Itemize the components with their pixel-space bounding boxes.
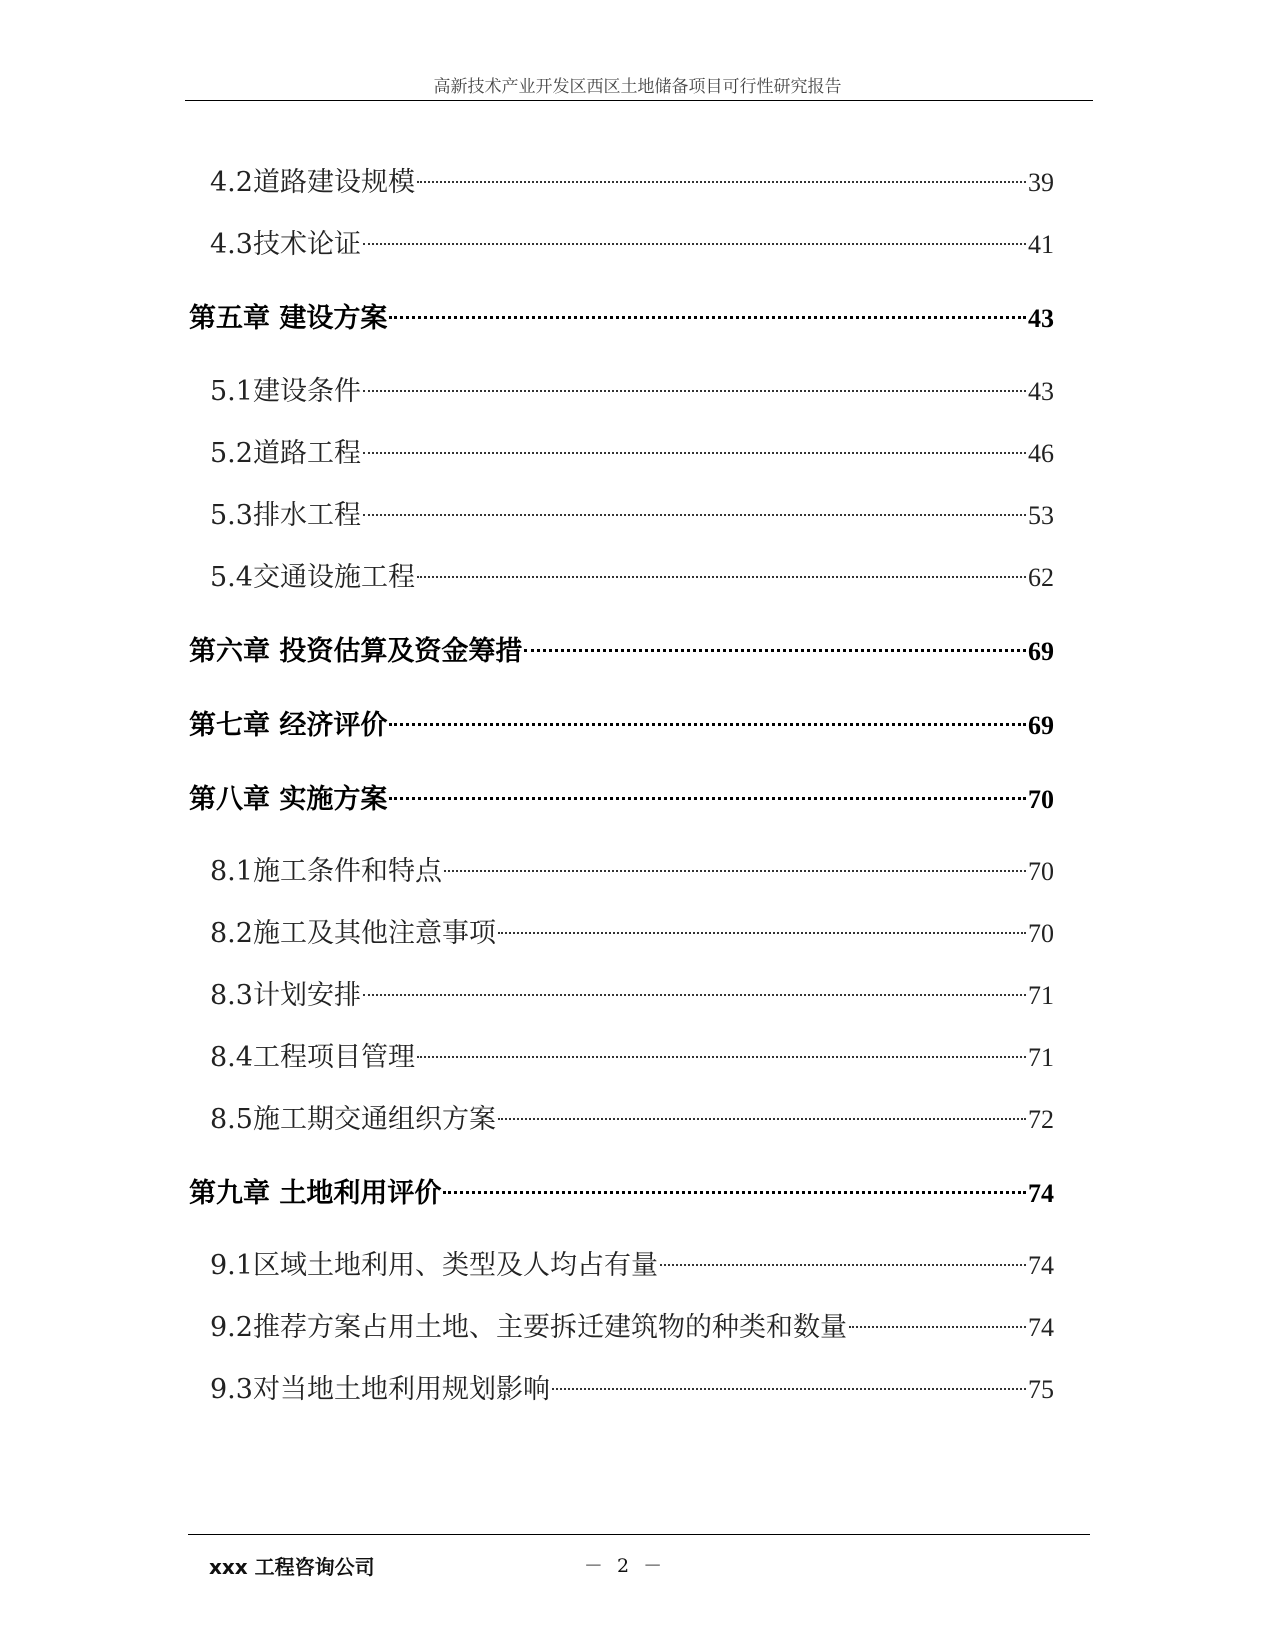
toc-entry-title: 第六章 投资估算及资金筹措	[189, 636, 523, 667]
toc-section-entry[interactable]	[210, 555, 1054, 594]
footer-rule	[188, 1534, 1090, 1535]
toc-section-entry[interactable]	[210, 222, 1054, 261]
toc-dot-leader	[417, 576, 1026, 578]
toc-chapter-entry[interactable]	[189, 1171, 1054, 1210]
toc-section-entry[interactable]	[210, 849, 1054, 888]
toc-entry-title: 4.3技术论证	[210, 229, 361, 260]
toc-dot-leader	[660, 1264, 1026, 1266]
toc-entry-title: 5.4交通设施工程	[210, 562, 415, 593]
toc-dot-leader	[417, 181, 1026, 183]
toc-entry-title: 8.4工程项目管理	[210, 1042, 415, 1073]
toc-section-entry[interactable]	[210, 1035, 1054, 1074]
toc-section-entry[interactable]	[210, 973, 1054, 1012]
toc-entry-page: 46	[1028, 439, 1054, 468]
toc-section-entry[interactable]	[210, 911, 1054, 950]
toc-dot-leader	[363, 390, 1026, 392]
toc-entry-title: 第五章 建设方案	[189, 303, 388, 334]
toc-entry-page: 39	[1028, 168, 1054, 197]
toc-chapter-entry[interactable]	[189, 703, 1054, 742]
toc-entry-title: 8.5施工期交通组织方案	[210, 1104, 496, 1135]
toc-entry-title: 9.3对当地土地利用规划影响	[210, 1374, 550, 1405]
toc-section-entry[interactable]	[210, 1305, 1054, 1344]
footer-page-number: － 2 －	[583, 1555, 667, 1577]
toc-section-entry[interactable]	[210, 160, 1054, 199]
toc-chapter-entry[interactable]	[189, 777, 1054, 816]
toc-entry-title: 第八章 实施方案	[189, 784, 388, 815]
toc-dot-leader	[849, 1326, 1026, 1328]
toc-entry-page: 74	[1028, 1313, 1054, 1342]
toc-entry-page: 70	[1028, 919, 1054, 948]
toc-entry-title: 8.1施工条件和特点	[210, 856, 442, 887]
toc-dot-leader	[363, 994, 1026, 996]
toc-entry-page: 43	[1028, 304, 1054, 333]
toc-entry-title: 5.2道路工程	[210, 438, 361, 469]
toc-entry-page: 71	[1028, 1043, 1054, 1072]
toc-section-entry[interactable]	[210, 493, 1054, 532]
toc-dot-leader	[363, 243, 1026, 245]
toc-entry-page: 43	[1028, 377, 1054, 406]
toc-entry-page: 74	[1028, 1251, 1054, 1280]
toc-entry-title: 8.2施工及其他注意事项	[210, 918, 496, 949]
toc-dot-leader	[498, 932, 1026, 934]
toc-entry-title: 5.1建设条件	[210, 376, 361, 407]
toc-dot-leader	[389, 797, 1026, 800]
toc-entry-page: 62	[1028, 563, 1054, 592]
toc-dot-leader	[443, 1191, 1026, 1194]
toc-entry-title: 4.2道路建设规模	[210, 167, 415, 198]
toc-section-entry[interactable]	[210, 1367, 1054, 1406]
toc-entry-title: 5.3排水工程	[210, 500, 361, 531]
toc-entry-page: 71	[1028, 981, 1054, 1010]
footer-company: xxx 工程咨询公司	[209, 1555, 375, 1579]
toc-entry-page: 75	[1028, 1375, 1054, 1404]
toc-dot-leader	[389, 723, 1026, 726]
toc-dot-leader	[417, 1056, 1026, 1058]
toc-entry-page: 69	[1028, 637, 1054, 666]
toc-entry-page: 41	[1028, 230, 1054, 259]
toc-entry-title: 9.1区域土地利用、类型及人均占有量	[210, 1250, 658, 1281]
toc-dot-leader	[524, 649, 1026, 652]
toc-section-entry[interactable]	[210, 1097, 1054, 1136]
toc-entry-page: 53	[1028, 501, 1054, 530]
toc-section-entry[interactable]	[210, 1243, 1054, 1282]
toc-entry-title: 第九章 土地利用评价	[189, 1178, 442, 1209]
toc-dot-leader	[389, 316, 1026, 319]
toc-dot-leader	[498, 1118, 1026, 1120]
toc-chapter-entry[interactable]	[189, 629, 1054, 668]
toc-dot-leader	[444, 870, 1026, 872]
toc-entry-page: 70	[1028, 857, 1054, 886]
header-rule	[185, 100, 1093, 101]
toc-dot-leader	[363, 452, 1026, 454]
toc-entry-page: 70	[1028, 785, 1054, 814]
toc-section-entry[interactable]	[210, 369, 1054, 408]
header-title: 高新技术产业开发区西区土地储备项目可行性研究报告	[433, 77, 842, 97]
toc-entry-page: 74	[1028, 1179, 1054, 1208]
toc-dot-leader	[363, 514, 1026, 516]
toc-entry-page: 69	[1028, 711, 1054, 740]
toc-entry-title: 8.3计划安排	[210, 980, 361, 1011]
toc-entry-title: 9.2推荐方案占用土地、主要拆迁建筑物的种类和数量	[210, 1312, 847, 1343]
toc-section-entry[interactable]	[210, 431, 1054, 470]
toc-entry-page: 72	[1028, 1105, 1054, 1134]
toc-entry-title: 第七章 经济评价	[189, 710, 388, 741]
toc-dot-leader	[552, 1388, 1026, 1390]
toc-chapter-entry[interactable]	[189, 296, 1054, 335]
